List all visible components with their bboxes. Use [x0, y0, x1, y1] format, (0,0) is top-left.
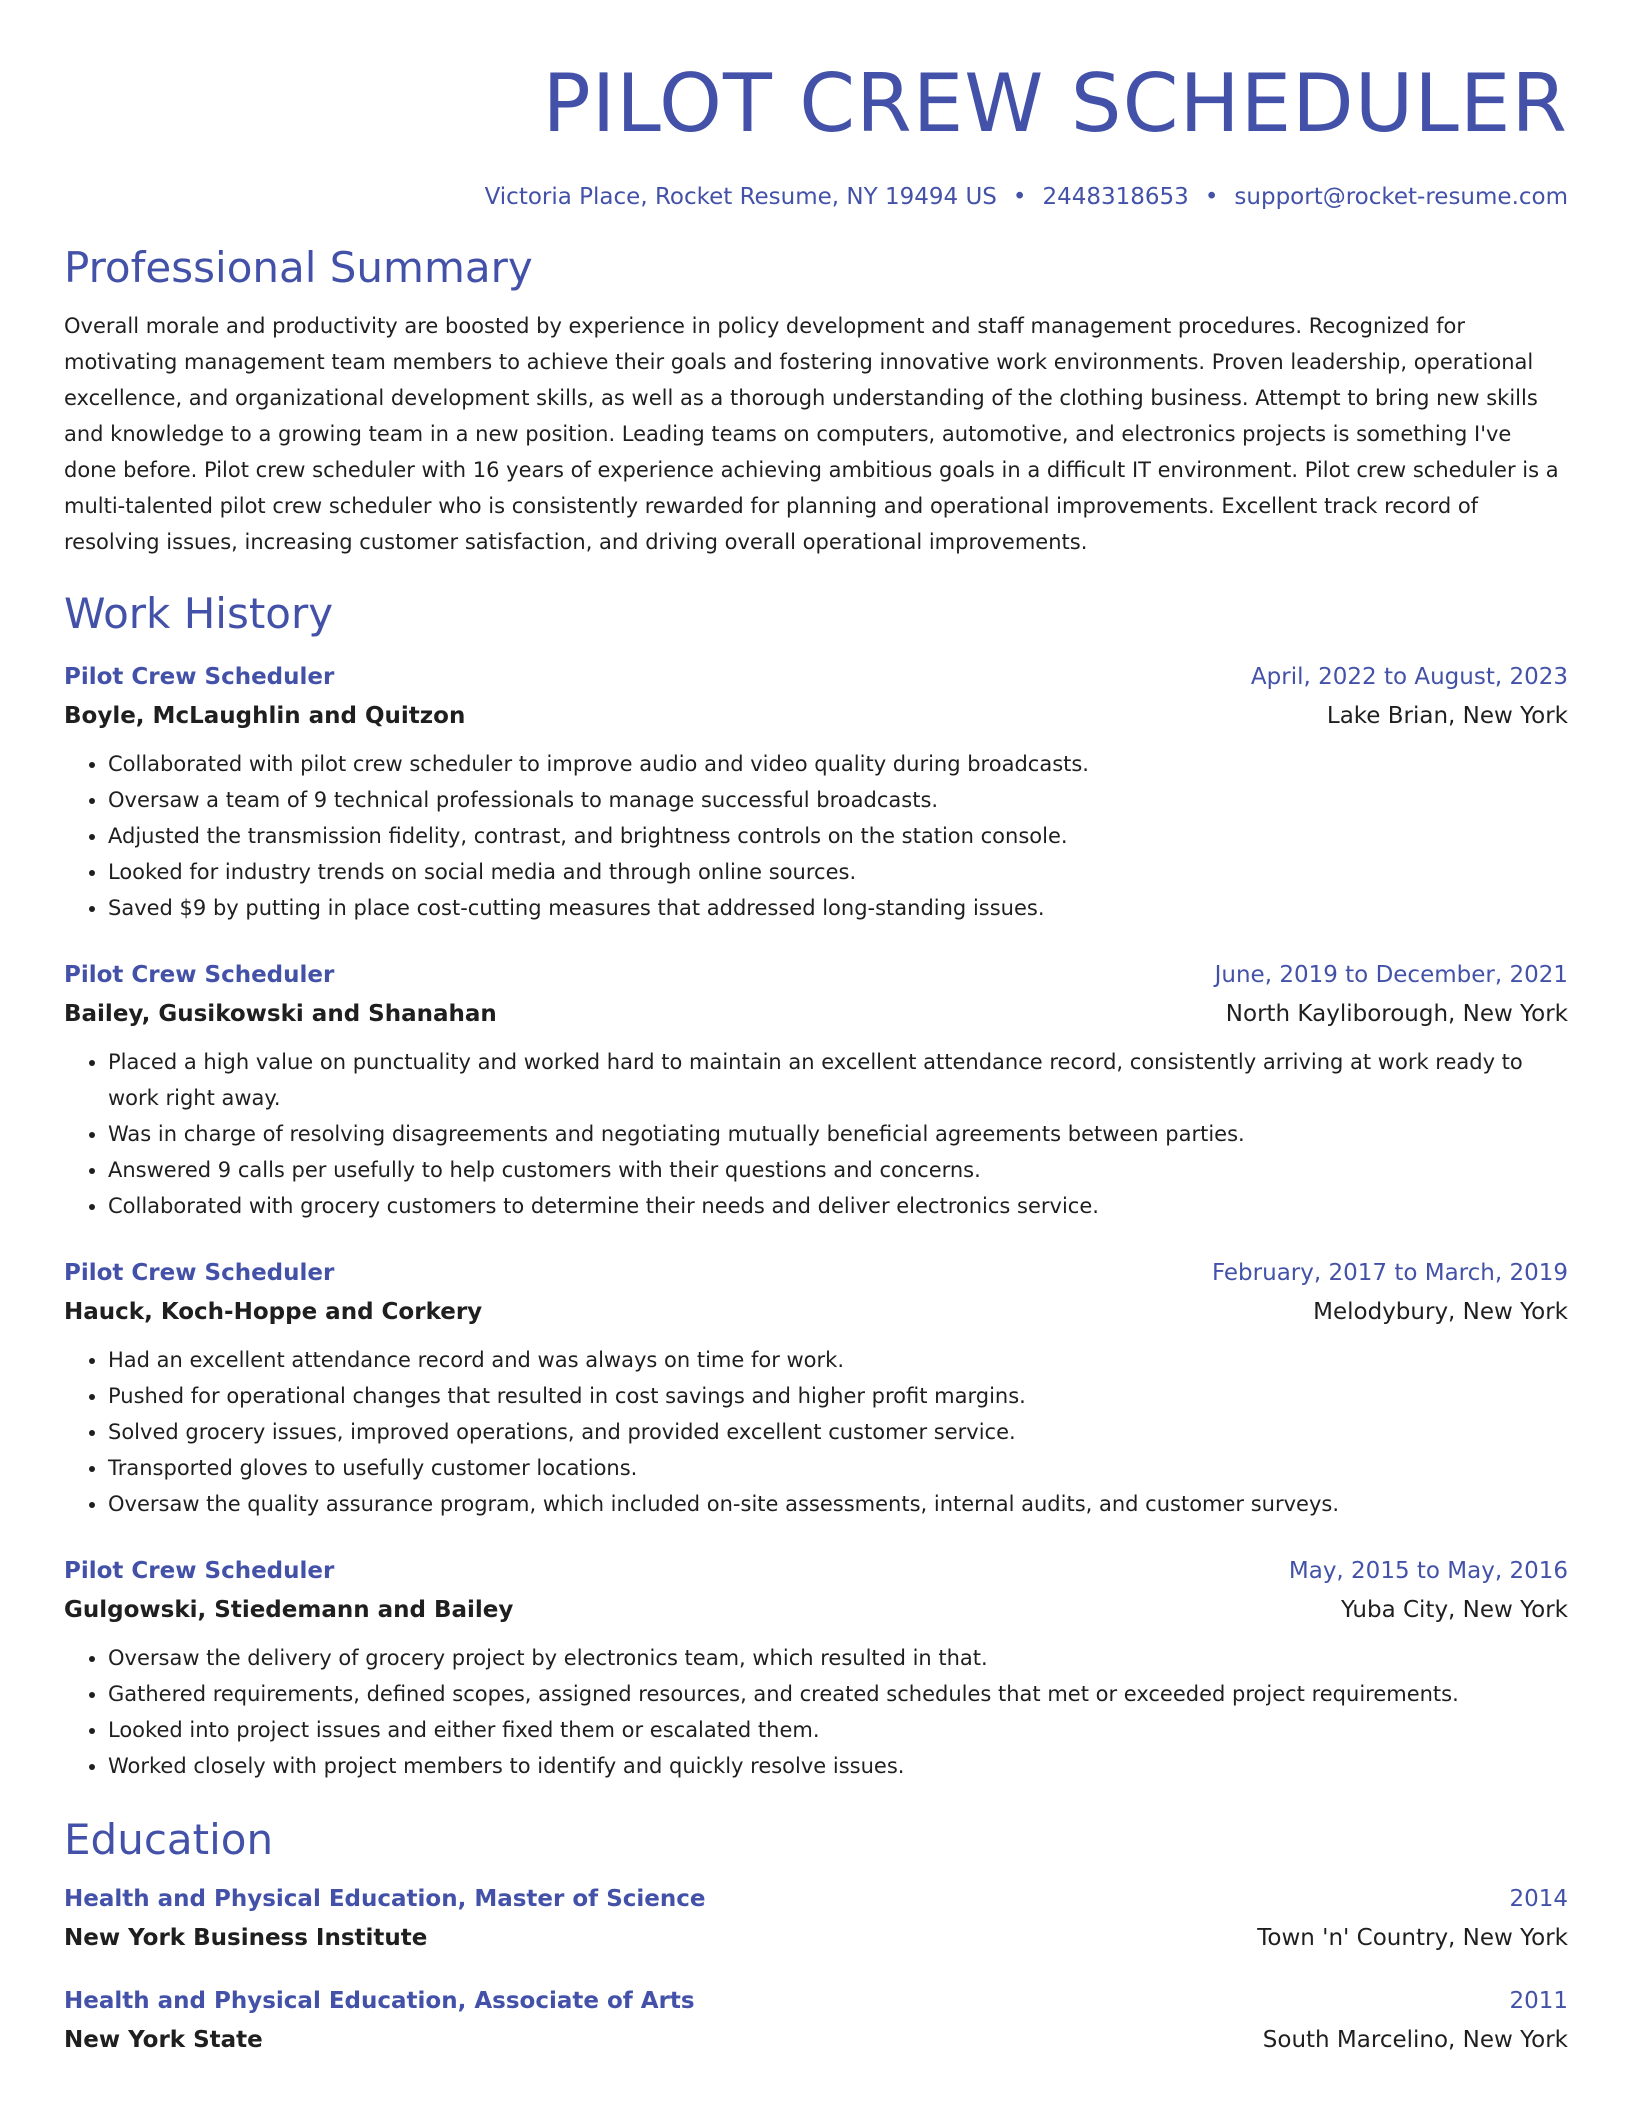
job-dates: February, 2017 to March, 2019: [1211, 1260, 1568, 1286]
job-bullets: [64, 1044, 1568, 1224]
education-location: South Marcelino, New York: [1262, 2027, 1568, 2053]
resume-page: [64, 0, 1568, 2060]
job-dates: June, 2019 to December, 2021: [1214, 962, 1568, 988]
contact-line: [64, 182, 1568, 212]
job-bullet: • Answered 9 calls per usefully to help customers with their questions and concerns.: [108, 1152, 1568, 1188]
education-school: New York Business Institute: [64, 1925, 428, 1951]
education-year: 2011: [1509, 1988, 1568, 2014]
summary-heading: Professional Summary: [64, 243, 533, 292]
job-bullets: [64, 1342, 1568, 1522]
education-entry: [64, 1982, 1568, 2060]
job-bullet: • Looked into project issues and either fixed them or escalated them.: [108, 1712, 1568, 1748]
job-bullet: • Oversaw the delivery of grocery project by electronics team, which resulted in that.: [108, 1640, 1568, 1676]
candidate-name: PILOT CREW SCHEDULER: [542, 57, 1568, 150]
job-bullet: • Collaborated with grocery customers to determine their needs and deliver electronics service.: [108, 1188, 1568, 1224]
job-company: Boyle, McLaughlin and Quitzon: [64, 703, 466, 729]
job-bullet: • Had an excellent attendance record and was always on time for work.: [108, 1342, 1568, 1378]
education-degree: Health and Physical Education, Master of Science: [64, 1886, 706, 1912]
work-history-heading: Work History: [64, 589, 334, 638]
education-entry: [64, 1880, 1568, 1958]
job-location: Yuba City, New York: [1340, 1597, 1568, 1623]
contact-separator: •: [1204, 184, 1219, 210]
job-bullet: • Solved grocery issues, improved operations, and provided excellent customer service.: [108, 1414, 1568, 1450]
education-school: New York State: [64, 2027, 263, 2053]
job-bullet: • Transported gloves to usefully customer locations.: [108, 1450, 1568, 1486]
education-heading: Education: [64, 1815, 274, 1864]
job-bullet: • Pushed for operational changes that resulted in cost savings and higher profit margins.: [108, 1378, 1568, 1414]
job-location: Lake Brian, New York: [1326, 703, 1568, 729]
contact-phone: 2448318653: [1042, 184, 1189, 210]
job-bullet: • Oversaw the quality assurance program, which included on-site assessments, internal audits, and customer surveys.: [108, 1486, 1568, 1522]
job-bullet: • Gathered requirements, defined scopes, assigned resources, and created schedules that met or exceeded project requirements.: [108, 1676, 1568, 1712]
summary-text: Overall morale and productivity are boosted by experience in policy development and staff management procedures. Recognized for motivating management team members to achieve their goals and fostering innovative work environments. Proven leadership, operational excellence, and organizational development skills, as well as a thorough understanding of the clothing business. Attempt to bring new skills and knowledge to a growing team in a new position. Leading teams on computers, automotive, and electronics projects is something I've done before. Pilot crew scheduler with 16 years of experience achieving ambitious goals in a difficult IT environment. Pilot crew scheduler is a multi-talented pilot crew scheduler who is consistently rewarded for planning and operational improvements. Excellent track record of resolving issues, increasing customer satisfaction, and driving overall operational improvements.: [64, 314, 1559, 554]
job-bullet: • Collaborated with pilot crew scheduler to improve audio and video quality during broadcasts.: [108, 746, 1568, 782]
job-location: North Kayliborough, New York: [1225, 1001, 1568, 1027]
job-entry: [64, 956, 1568, 1224]
job-bullet: • Looked for industry trends on social media and through online sources.: [108, 854, 1568, 890]
job-bullet: • Oversaw a team of 9 technical professionals to manage successful broadcasts.: [108, 782, 1568, 818]
job-company: Gulgowski, Stiedemann and Bailey: [64, 1597, 514, 1623]
job-bullet: • Was in charge of resolving disagreements and negotiating mutually beneficial agreements between parties.: [108, 1116, 1568, 1152]
job-company: Bailey, Gusikowski and Shanahan: [64, 1001, 497, 1027]
contact-separator: •: [1012, 184, 1027, 210]
job-role: Pilot Crew Scheduler: [64, 962, 335, 988]
contact-email[interactable]: support@rocket-resume.com: [1234, 184, 1568, 210]
job-bullets: [64, 746, 1568, 926]
job-role: Pilot Crew Scheduler: [64, 1558, 335, 1584]
job-entry: [64, 658, 1568, 926]
education-location: Town 'n' Country, New York: [1257, 1925, 1568, 1951]
job-role: Pilot Crew Scheduler: [64, 664, 335, 690]
job-dates: April, 2022 to August, 2023: [1250, 664, 1568, 690]
job-entry: [64, 1254, 1568, 1522]
education-degree: Health and Physical Education, Associate of Arts: [64, 1988, 695, 2014]
education-year: 2014: [1509, 1886, 1568, 1912]
job-bullet: • Saved $9 by putting in place cost-cutting measures that addressed long-standing issues.: [108, 890, 1568, 926]
contact-address: Victoria Place, Rocket Resume, NY 19494 US: [484, 184, 997, 210]
job-role: Pilot Crew Scheduler: [64, 1260, 335, 1286]
job-bullet: • Placed a high value on punctuality and worked hard to maintain an excellent attendance record, consistently arriving at work ready to work right away.: [108, 1044, 1568, 1116]
resume-header: [64, 0, 1568, 212]
job-company: Hauck, Koch-Hoppe and Corkery: [64, 1299, 483, 1325]
job-bullet: • Adjusted the transmission fidelity, contrast, and brightness controls on the station console.: [108, 818, 1568, 854]
job-entry: [64, 1552, 1568, 1784]
job-dates: May, 2015 to May, 2016: [1288, 1558, 1568, 1584]
job-location: Melodybury, New York: [1313, 1299, 1568, 1325]
job-bullets: [64, 1640, 1568, 1784]
job-bullet: • Worked closely with project members to identify and quickly resolve issues.: [108, 1748, 1568, 1784]
